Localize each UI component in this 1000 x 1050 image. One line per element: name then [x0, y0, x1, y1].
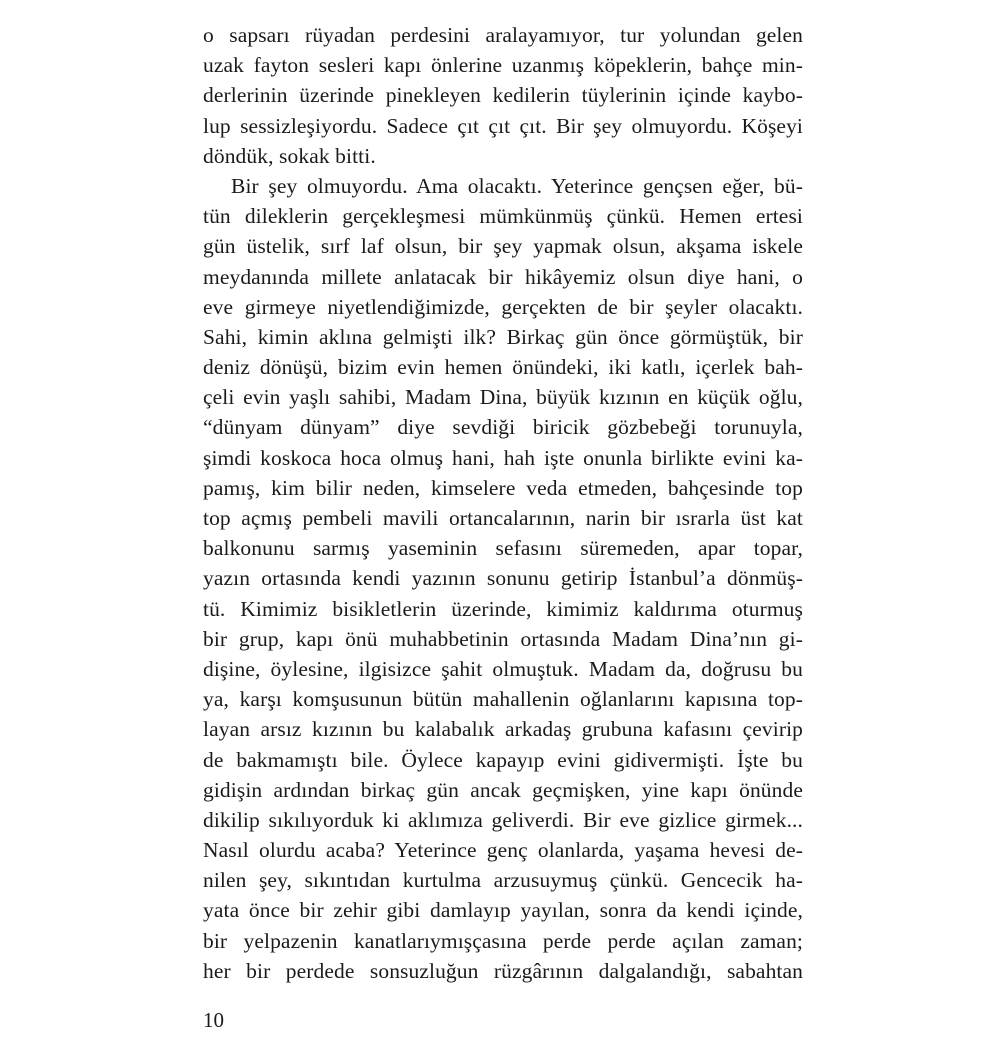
text-line: çeli evin yaşlı sahibi, Madam Dina, büyük kızının en küçük oğlu,: [203, 385, 803, 410]
text-line: Nasıl olurdu acaba? Yeterince genç olanlarda, yaşama hevesi de-: [203, 838, 803, 863]
text-line: layan arsız kızının bu kalabalık arkadaş grubuna kafasını çevirip: [203, 717, 803, 742]
text-line: Sahi, kimin aklına gelmişti ilk? Birkaç gün önce görmüştük, bir: [203, 324, 803, 349]
body-text: [203, 20, 803, 986]
paragraph-2: [203, 171, 803, 986]
text-line: lup sessizleşiyordu. Sadece çıt çıt çıt. Bir şey olmuyordu. Köşeyi: [203, 113, 803, 138]
text-line: bir yelpazenin kanatlarıymışçasına perde perde açılan zaman;: [203, 928, 803, 953]
text-line: gidişin ardından birkaç gün ancak geçmişken, yine kapı önünde: [203, 777, 803, 802]
paragraph-1: [203, 20, 803, 171]
text-line: döndük, sokak bitti.: [203, 143, 376, 168]
text-line: dişine, öylesine, ilgisizce şahit olmuştuk. Madam da, doğrusu bu: [203, 656, 803, 681]
text-line: tün dileklerin gerçekleşmesi mümkünmüş çünkü. Hemen ertesi: [203, 204, 803, 229]
text-line: yazın ortasında kendi yazının sonunu getirip İstanbul’a dönmüş-: [203, 566, 803, 591]
text-line: yata önce bir zehir gibi damlayıp yayılan, sonra da kendi içinde,: [203, 898, 803, 923]
text-line: ya, karşı komşusunun bütün mahallenin oğlanlarını kapısına top-: [203, 687, 803, 712]
text-line: dikilip sıkılıyorduk ki aklımıza geliverdi. Bir eve gizlice girmek...: [203, 807, 803, 832]
text-line: pamış, kim bilir neden, kimselere veda etmeden, bahçesinde top: [203, 475, 803, 500]
text-line: o sapsarı rüyadan perdesini aralayamıyor, tur yolundan gelen: [203, 23, 803, 47]
text-line: eve girmeye niyetlendiğimizde, gerçekten de bir şeyler olacaktı.: [203, 294, 803, 319]
text-line: her bir perdede sonsuzluğun rüzgârının dalgalandığı, sabahtan: [203, 958, 803, 983]
text-line: bir grup, kapı önü muhabbetinin ortasında Madam Dina’nın gi-: [203, 626, 803, 651]
page-number: 10: [203, 1008, 224, 1032]
text-line: tü. Kimimiz bisikletlerin üzerinde, kimimiz kaldırıma oturmuş: [203, 596, 803, 621]
text-line: “dünyam dünyam” diye sevdiği biricik gözbebeği torunuyla,: [203, 415, 803, 440]
text-line: Bir şey olmuyordu. Ama olacaktı. Yeterince gençsen eğer, bü-: [231, 173, 803, 198]
text-line: uzak fayton sesleri kapı önlerine uzanmış köpeklerin, bahçe min-: [203, 53, 803, 78]
text-line: meydanında millete anlatacak bir hikâyemiz olsun diye hani, o: [203, 264, 803, 289]
text-line: top açmış pembeli mavili ortancalarının, narin bir ısrarla üst kat: [203, 506, 803, 530]
text-line: de bakmamıştı bile. Öylece kapayıp evini gidivermişti. İşte bu: [203, 747, 803, 772]
text-line: gün üstelik, sırf laf olsun, bir şey yapmak olsun, akşama iskele: [203, 234, 803, 259]
text-line: balkonunu sarmış yaseminin sefasını süremeden, apar topar,: [203, 536, 803, 561]
text-line: derlerinin üzerinde pinekleyen kedilerin tüylerinin içinde kaybo-: [203, 83, 803, 108]
text-line: deniz dönüşü, bizim evin hemen önündeki, iki katlı, içerlek bah-: [203, 355, 803, 380]
text-line: şimdi koskoca hoca olmuş hani, hah işte onunla birlikte evini ka-: [203, 445, 803, 470]
text-line: nilen şey, sıkıntıdan kurtulma arzusuymuş çünkü. Gencecik ha-: [203, 868, 803, 893]
